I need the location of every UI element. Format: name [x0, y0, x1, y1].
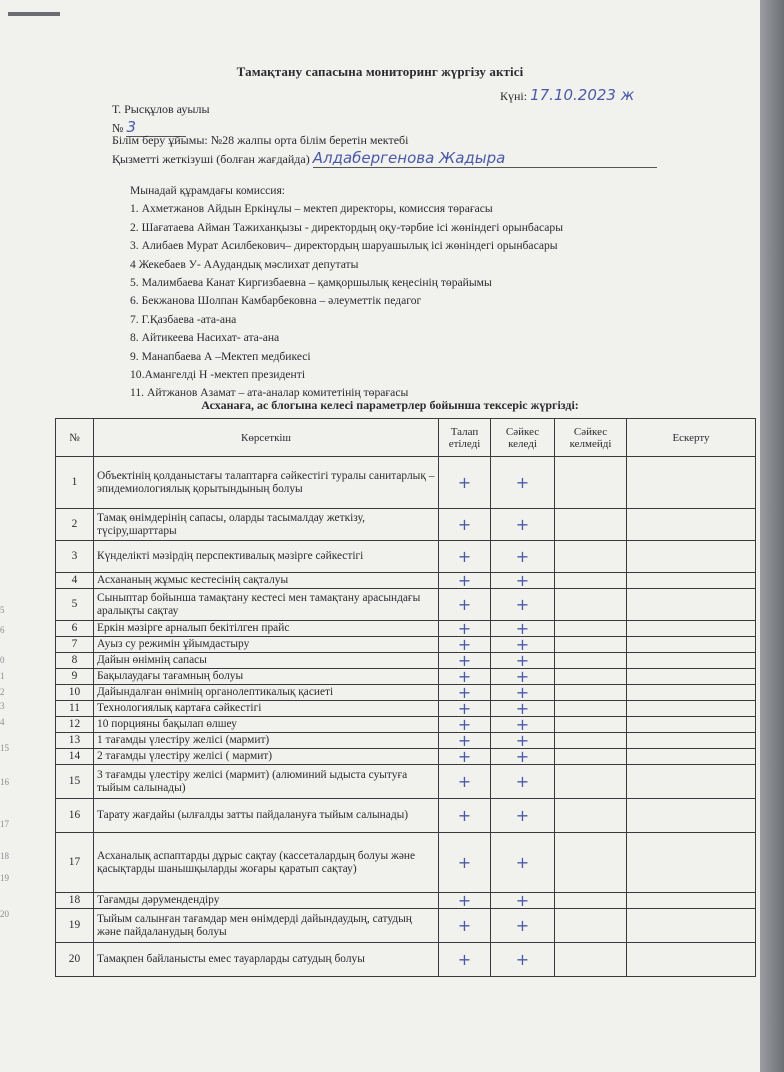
- required-mark: +: [439, 833, 491, 893]
- table-row: [56, 621, 756, 637]
- margin-number: 4: [0, 717, 5, 727]
- number-value: 3: [126, 118, 186, 137]
- row-number: 9: [56, 669, 94, 685]
- inspection-table: [55, 418, 756, 977]
- not-matches-cell: [555, 909, 627, 943]
- not-matches-cell: [555, 717, 627, 733]
- not-matches-cell: [555, 457, 627, 509]
- row-number: 13: [56, 733, 94, 749]
- row-number: 16: [56, 799, 94, 833]
- not-matches-cell: [555, 653, 627, 669]
- required-mark: +: [439, 653, 491, 669]
- matches-mark: +: [491, 749, 555, 765]
- table-row: [56, 701, 756, 717]
- row-number: 10: [56, 685, 94, 701]
- not-matches-cell: [555, 637, 627, 653]
- table-row: [56, 799, 756, 833]
- header-matches: Сәйкес келеді: [491, 419, 555, 457]
- required-mark: +: [439, 717, 491, 733]
- matches-mark: +: [491, 573, 555, 589]
- row-indicator: Асхананың жұмыс кестесінің сақталуы: [94, 573, 439, 589]
- row-number: 11: [56, 701, 94, 717]
- required-mark: +: [439, 541, 491, 573]
- matches-mark: +: [491, 509, 555, 541]
- commission-member: 6. Бекжанова Шолпан Камбарбековна – әлеуметтік педагог: [130, 294, 422, 308]
- commission-member: 11. Айтжанов Азамат – ата-аналар комитетінің төрағасы: [130, 386, 409, 400]
- note-cell: [627, 749, 756, 765]
- note-cell: [627, 833, 756, 893]
- margin-number: 5: [0, 605, 5, 615]
- row-indicator: Асханалық аспаптарды дұрыс сақтау (кассеталардың болуы және қасықтарды шанышқыларды жоғары қаратып сақтау): [94, 833, 439, 893]
- top-scan-mark: [8, 12, 60, 16]
- matches-mark: +: [491, 457, 555, 509]
- commission-list: [130, 182, 563, 403]
- table-row: [56, 765, 756, 799]
- commission-member: 5. Малимбаева Канат Киргизбаевна – қамқоршылық кеңесінің төрайымы: [130, 276, 492, 290]
- not-matches-cell: [555, 509, 627, 541]
- not-matches-cell: [555, 893, 627, 909]
- table-row: [56, 893, 756, 909]
- row-indicator: Еркін мәзірге арналып бекітілген прайс: [94, 621, 439, 637]
- supplier-value: Алдабергенова Жадыра: [313, 149, 657, 168]
- required-mark: +: [439, 799, 491, 833]
- table-row: [56, 457, 756, 509]
- required-mark: +: [439, 749, 491, 765]
- table-row: [56, 943, 756, 977]
- required-mark: +: [439, 637, 491, 653]
- table-row: [56, 589, 756, 621]
- row-number: 18: [56, 893, 94, 909]
- not-matches-cell: [555, 733, 627, 749]
- required-mark: +: [439, 685, 491, 701]
- row-number: 17: [56, 833, 94, 893]
- row-indicator: 2 тағамды үлестіру желісі ( мармит): [94, 749, 439, 765]
- row-indicator: Тарату жағдайы (ылғалды затты пайдалануға тыйым салынады): [94, 799, 439, 833]
- note-cell: [627, 893, 756, 909]
- not-matches-cell: [555, 669, 627, 685]
- note-cell: [627, 621, 756, 637]
- margin-number: 1: [0, 671, 5, 681]
- matches-mark: +: [491, 589, 555, 621]
- row-number: 19: [56, 909, 94, 943]
- not-matches-cell: [555, 701, 627, 717]
- date-label: Күні:: [500, 89, 528, 103]
- required-mark: +: [439, 893, 491, 909]
- row-indicator: Технологиялық картаға сәйкестігі: [94, 701, 439, 717]
- row-number: 1: [56, 457, 94, 509]
- required-mark: +: [439, 589, 491, 621]
- note-cell: [627, 589, 756, 621]
- table-row: [56, 717, 756, 733]
- matches-mark: +: [491, 799, 555, 833]
- required-mark: +: [439, 765, 491, 799]
- row-indicator: Тамақ өнімдерінің сапасы, оларды тасымалдау жеткізу, түсіру,шарттары: [94, 509, 439, 541]
- row-indicator: 1 тағамды үлестіру желісі (мармит): [94, 733, 439, 749]
- note-cell: [627, 943, 756, 977]
- header-note: Ескерту: [627, 419, 756, 457]
- row-number: 5: [56, 589, 94, 621]
- commission-member: 8. Айтикеева Насихат- ата-ана: [130, 331, 280, 345]
- commission-member: 4 Жекебаев У- ААудандық мәслихат депутаты: [130, 257, 359, 271]
- row-indicator: Объектінің қолданыстағы талаптарға сәйкестігі туралы санитарлық – эпидемиологиялық қорытындының болуы: [94, 457, 439, 509]
- required-mark: +: [439, 909, 491, 943]
- commission-member: 3. Алибаев Мурат Асилбекович– директордың шаруашылық ісі жөніндегі орынбасары: [130, 239, 558, 253]
- required-mark: +: [439, 943, 491, 977]
- required-mark: +: [439, 621, 491, 637]
- note-cell: [627, 573, 756, 589]
- not-matches-cell: [555, 765, 627, 799]
- row-indicator: Сыныптар бойынша тамақтану кестесі мен тамақтану арасындағы аралықты сақтау: [94, 589, 439, 621]
- matches-mark: +: [491, 669, 555, 685]
- number-label: №: [112, 121, 124, 135]
- table-row: [56, 733, 756, 749]
- note-cell: [627, 909, 756, 943]
- row-number: 3: [56, 541, 94, 573]
- note-cell: [627, 799, 756, 833]
- note-cell: [627, 765, 756, 799]
- note-cell: [627, 653, 756, 669]
- row-number: 6: [56, 621, 94, 637]
- village-line: Т. Рысқұлов ауылы: [112, 102, 210, 116]
- table-row: [56, 573, 756, 589]
- note-cell: [627, 701, 756, 717]
- note-cell: [627, 637, 756, 653]
- margin-number: 17: [0, 819, 9, 829]
- date-line: [500, 86, 634, 104]
- commission-member: 2. Шағатаева Айман Тажиханқызы - директордың оқу-тәрбие ісі жөніндегі орынбасары: [130, 220, 563, 234]
- matches-mark: +: [491, 943, 555, 977]
- row-number: 4: [56, 573, 94, 589]
- row-indicator: Күнделікті мәзірдің перспективалық мәзірге сәйкестігі: [94, 541, 439, 573]
- table-title: Асханаға, ас блогына келесі параметрлер бойынша тексеріс жүргізді:: [201, 398, 579, 412]
- not-matches-cell: [555, 589, 627, 621]
- scan-edge: [760, 0, 784, 1072]
- document-title: Тамақтану сапасына мониторинг жүргізу актісі: [236, 64, 524, 79]
- note-cell: [627, 541, 756, 573]
- not-matches-cell: [555, 573, 627, 589]
- table-row: [56, 685, 756, 701]
- row-indicator: Тағамды дәрумендендіру: [94, 893, 439, 909]
- row-number: 15: [56, 765, 94, 799]
- matches-mark: +: [491, 637, 555, 653]
- matches-mark: +: [491, 909, 555, 943]
- table-row: [56, 509, 756, 541]
- supplier-line: [112, 149, 657, 168]
- row-indicator: Дайын өнімнің сапасы: [94, 653, 439, 669]
- note-cell: [627, 685, 756, 701]
- required-mark: +: [439, 701, 491, 717]
- not-matches-cell: [555, 685, 627, 701]
- matches-mark: +: [491, 541, 555, 573]
- table-row: [56, 909, 756, 943]
- row-indicator: 3 тағамды үлестіру желісі (мармит) (алюминий ыдыста суытуға тыйым салынады): [94, 765, 439, 799]
- matches-mark: +: [491, 833, 555, 893]
- note-cell: [627, 733, 756, 749]
- margin-number: 20: [0, 909, 9, 919]
- row-indicator: Тамақпен байланысты емес тауарларды сатудың болуы: [94, 943, 439, 977]
- header-not-matches: Сәйкес келмейді: [555, 419, 627, 457]
- matches-mark: +: [491, 733, 555, 749]
- matches-mark: +: [491, 717, 555, 733]
- matches-mark: +: [491, 621, 555, 637]
- header-num: №: [56, 419, 94, 457]
- row-indicator: Ауыз су режимін ұйымдастыру: [94, 637, 439, 653]
- row-number: 8: [56, 653, 94, 669]
- margin-number: 6: [0, 625, 5, 635]
- required-mark: +: [439, 457, 491, 509]
- row-indicator: Тыйым салынған тағамдар мен өнімдерді дайындаудың, сатудың және пайдаланудың болуы: [94, 909, 439, 943]
- row-number: 20: [56, 943, 94, 977]
- commission-member: 7. Г.Қазбаева -ата-ана: [130, 312, 237, 326]
- matches-mark: +: [491, 685, 555, 701]
- required-mark: +: [439, 669, 491, 685]
- row-number: 7: [56, 637, 94, 653]
- row-indicator: Дайындалған өнімнің органолептикалық қасиеті: [94, 685, 439, 701]
- required-mark: +: [439, 573, 491, 589]
- not-matches-cell: [555, 621, 627, 637]
- row-indicator: 10 порцияны бақылап өлшеу: [94, 717, 439, 733]
- note-cell: [627, 669, 756, 685]
- not-matches-cell: [555, 799, 627, 833]
- school-line: Білім беру ұйымы: №28 жалпы орта білім беретін мектебі: [112, 133, 409, 147]
- commission-intro: Мынадай құрамдағы комиссия:: [130, 184, 286, 197]
- not-matches-cell: [555, 541, 627, 573]
- table-row: [56, 541, 756, 573]
- required-mark: +: [439, 733, 491, 749]
- header-indicator: Көрсеткіш: [94, 419, 439, 457]
- matches-mark: +: [491, 765, 555, 799]
- margin-number: 18: [0, 851, 9, 861]
- supplier-label: Қызметті жеткізуші (болған жағдайда): [112, 152, 310, 166]
- not-matches-cell: [555, 833, 627, 893]
- table-row: [56, 669, 756, 685]
- header-required: Талап етіледі: [439, 419, 491, 457]
- table-header-row: [56, 419, 756, 457]
- margin-number: 16: [0, 777, 9, 787]
- commission-member: 10.Амангелді Н -мектеп президенті: [130, 368, 306, 382]
- margin-number: 19: [0, 873, 9, 883]
- margin-number: 2: [0, 687, 5, 697]
- row-number: 2: [56, 509, 94, 541]
- matches-mark: +: [491, 701, 555, 717]
- matches-mark: +: [491, 893, 555, 909]
- table-row: [56, 749, 756, 765]
- margin-number: 3: [0, 701, 5, 711]
- row-number: 12: [56, 717, 94, 733]
- row-indicator: Бақылаудағы тағамның болуы: [94, 669, 439, 685]
- note-cell: [627, 457, 756, 509]
- note-cell: [627, 509, 756, 541]
- note-cell: [627, 717, 756, 733]
- matches-mark: +: [491, 653, 555, 669]
- not-matches-cell: [555, 749, 627, 765]
- table-row: [56, 833, 756, 893]
- table-row: [56, 637, 756, 653]
- commission-member: 9. Манапбаева А –Мектеп медбикесі: [130, 349, 311, 363]
- row-number: 14: [56, 749, 94, 765]
- not-matches-cell: [555, 943, 627, 977]
- margin-number: 0: [0, 655, 5, 665]
- margin-number: 15: [0, 743, 9, 753]
- required-mark: +: [439, 509, 491, 541]
- commission-member: 1. Ахметжанов Айдын Еркінұлы – мектеп директоры, комиссия төрағасы: [130, 202, 493, 216]
- table-row: [56, 653, 756, 669]
- date-value: 17.10.2023 ж: [530, 86, 635, 104]
